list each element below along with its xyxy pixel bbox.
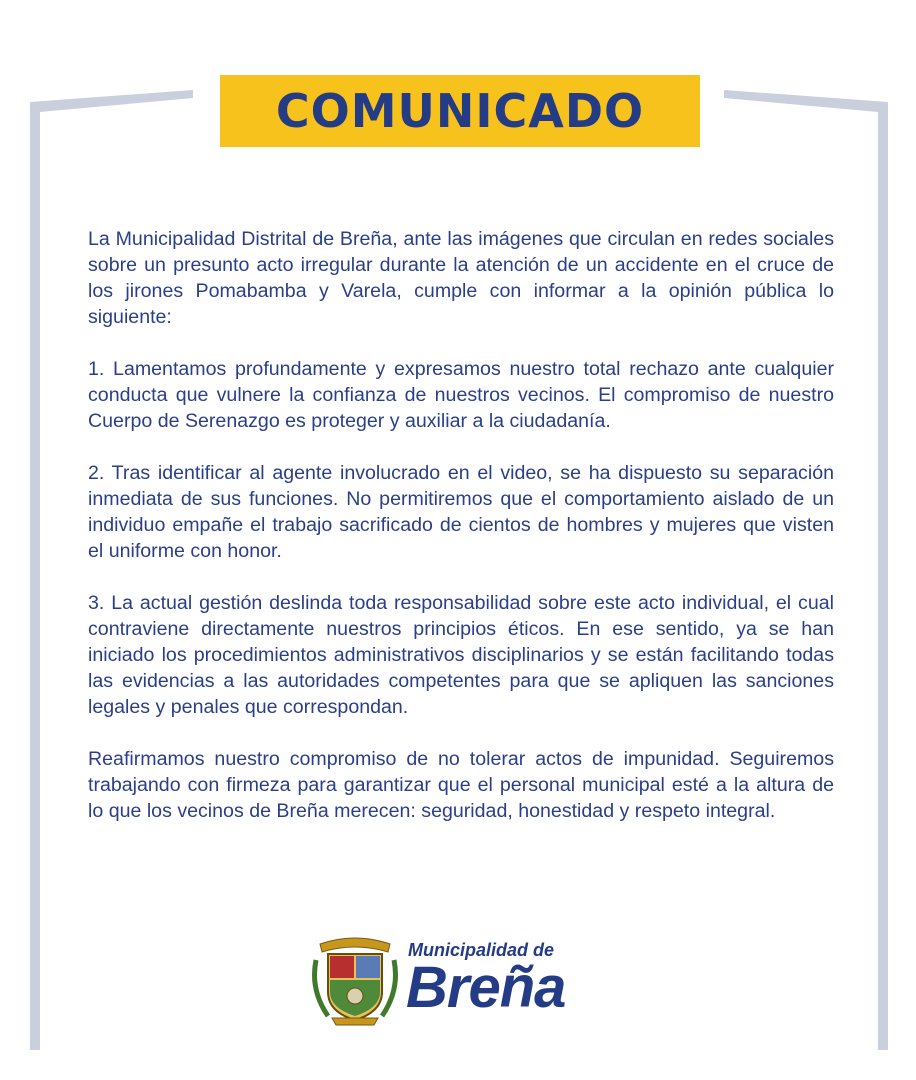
logo-wordmark: Breña bbox=[406, 955, 566, 1020]
coat-of-arms-icon bbox=[310, 930, 400, 1026]
closing-paragraph: Reafirmamos nuestro compromiso de no tolerar actos de impunidad. Seguiremos trabajando con firmeza para garantizar que el personal municipal esté a la altura de lo que los vecinos de Breña merecen: seguridad, honestidad y respeto integral. bbox=[88, 748, 834, 822]
statement-body bbox=[88, 226, 834, 850]
title-banner bbox=[220, 75, 700, 147]
municipality-logo bbox=[310, 930, 610, 1030]
page-title: COMUNICADO bbox=[275, 84, 645, 138]
logo-subtitle: Municipalidad de bbox=[408, 940, 555, 960]
point-1-paragraph: 1. Lamentamos profundamente y expresamos nuestro total rechazo ante cualquier conducta que vulnere la confianza de nuestros vecinos. El compromiso de nuestro Cuerpo de Serenazgo es proteger y auxiliar a la ciudadanía. bbox=[88, 358, 834, 432]
intro-paragraph: La Municipalidad Distrital de Breña, ante las imágenes que circulan en redes sociales sobre un presunto acto irregular durante la atención de un accidente en el cruce de los jirones Pomabamba y Varela, cumple con informar a la opinión pública lo siguiente: bbox=[88, 228, 834, 328]
point-2-paragraph: 2. Tras identificar al agente involucrado en el video, se ha dispuesto su separación inmediata de sus funciones. No permitiremos que el comportamiento aislado de un individuo empañe el trabajo sacrificado de cientos de hombres y mujeres que visten el uniforme con honor. bbox=[88, 462, 834, 562]
point-3-paragraph: 3. La actual gestión deslinda toda responsabilidad sobre este acto individual, el cual contraviene directamente nuestros principios éticos. En ese sentido, ya se han iniciado los procedimientos administrativos disciplinarios y se están facilitando todas las evidencias a las autoridades competentes para que se apliquen las sanciones legales y penales que correspondan. bbox=[88, 592, 834, 718]
